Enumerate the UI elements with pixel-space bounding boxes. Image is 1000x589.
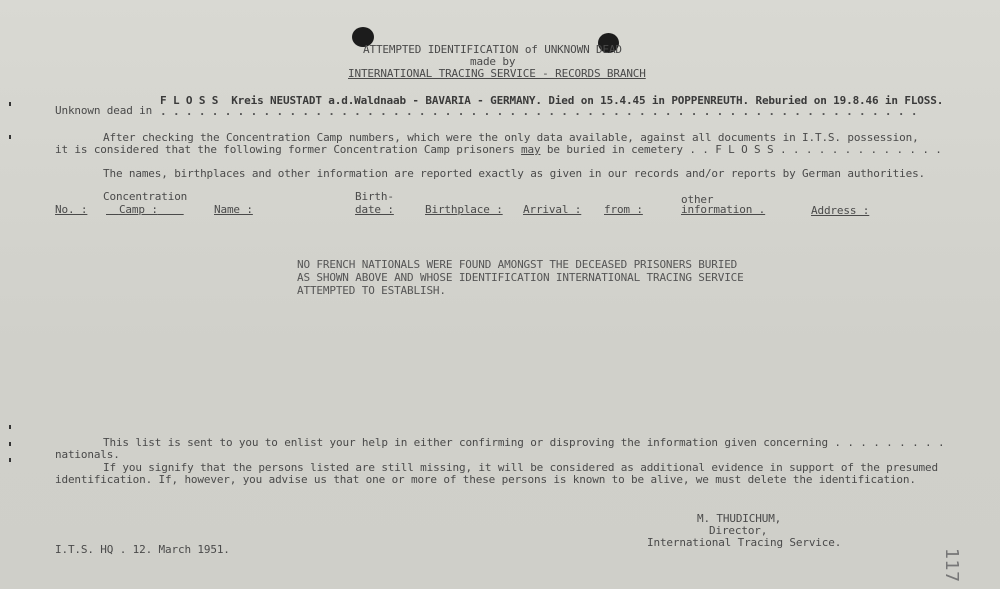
burial-place-line: F L O S S Kreis NEUSTADT a.d.Waldnaab - BAVARIA - GERMANY. Died on 15.4.45 in POPPENREUTH. Reburied on 19.8.46 in FLOSS.: [160, 94, 944, 107]
header-address: Address :: [811, 204, 870, 217]
document-title: ATTEMPTED IDENTIFICATION of UNKNOWN DEAD: [363, 43, 622, 56]
header-birth-top: Birth-: [355, 190, 394, 203]
made-by-text: made by: [470, 55, 516, 68]
organization-heading: INTERNATIONAL TRACING SERVICE - RECORDS BRANCH: [348, 67, 646, 80]
unknown-dead-label: Unknown dead in: [55, 104, 153, 117]
edge-mark: [9, 425, 11, 429]
edge-mark: [9, 102, 11, 106]
closing-line-2: nationals.: [55, 448, 120, 461]
header-other-bottom: information .: [681, 203, 766, 216]
notice-line-1: NO FRENCH NATIONALS WERE FOUND AMONGST THE DECEASED PRISONERS BURIED: [297, 258, 738, 271]
header-birth-bottom: date :: [355, 203, 394, 216]
header-cc-top: Concentration: [103, 190, 188, 203]
header-birthplace: Birthplace :: [425, 203, 503, 216]
header-no: No. :: [55, 203, 88, 216]
signatory-title: Director,: [709, 524, 768, 537]
closing-line-4: identification. If, however, you advise us that one or more of these persons is known to be alive, we must delete the identification.: [55, 473, 916, 486]
page-number: 117: [941, 548, 962, 583]
checking-paragraph-line1: After checking the Concentration Camp numbers, which were the only data available, against all documents in I.T.S. possession,: [103, 131, 919, 144]
signatory-org: International Tracing Service.: [647, 536, 842, 549]
closing-line-1: This list is sent to you to enlist your help in either confirming or disproving the information given concerning . . . . . . . . .: [103, 436, 945, 449]
closing-line-3: If you signify that the persons listed are still missing, it will be considered as additional evidence in support of the presumed: [103, 461, 938, 474]
notice-line-2: AS SHOWN ABOVE AND WHOSE IDENTIFICATION INTERNATIONAL TRACING SERVICE: [297, 271, 744, 284]
notice-line-3: ATTEMPTED TO ESTABLISH.: [297, 284, 446, 297]
header-name: Name :: [214, 203, 253, 216]
header-arrival: Arrival :: [523, 203, 582, 216]
header-other-top: other: [681, 193, 714, 206]
edge-mark: [9, 442, 11, 446]
header-cc-bottom: Camp :: [118, 203, 158, 216]
may-underlined: may: [521, 143, 541, 156]
checking-paragraph-line2: it is considered that the following former Concentration Camp prisoners may be buried in cemetery . . F L O S S . . . . . . . . . . . . .: [55, 143, 942, 156]
edge-mark: [9, 458, 11, 462]
edge-mark: [9, 135, 11, 139]
names-note: The names, birthplaces and other information are reported exactly as given in our records and/or reports by German authorities.: [103, 167, 926, 180]
dotted-leader: . . . . . . . . . . . . . . . . . . . . . . . . . . . . . . . . . . . . . . . . . . . . . . . . . . . . . . . . . . .: [160, 105, 918, 118]
header-from: from :: [604, 203, 643, 216]
footer-reference: I.T.S. HQ . 12. March 1951.: [55, 543, 230, 556]
signatory-name: M. THUDICHUM,: [697, 512, 782, 525]
